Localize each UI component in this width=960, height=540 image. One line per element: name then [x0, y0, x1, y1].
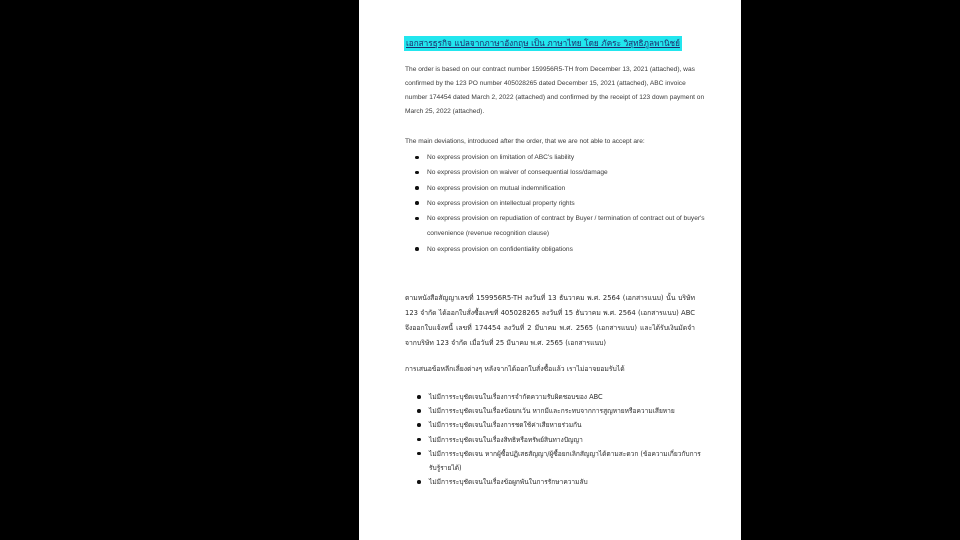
list-item-text: ไม่มีการระบุชัดเจนในเรื่องการชดใช้ค่าเสียหายร่วมกัน [429, 421, 582, 430]
list-item [405, 447, 705, 475]
list-item [405, 211, 705, 242]
list-item [405, 196, 705, 211]
list-item [405, 390, 705, 404]
bullet-icon [417, 395, 421, 399]
document-page [359, 0, 741, 540]
bullet-icon [415, 201, 419, 205]
list-item-text: ไม่มีการระบุชัดเจนในเรื่องข้อยกเว้น หากมีและกระทบจากการสูญหายหรือความเสียหาย [429, 407, 675, 416]
list-item-text: ไม่มีการระบุชัดเจนในเรื่องการจำกัดความรับผิดชอบของ ABC [429, 393, 603, 401]
english-deviation-list [405, 150, 705, 257]
list-item [405, 404, 705, 418]
thai-paragraph: ตามหนังสือสัญญาเลขที่ 159956R5-TH ลงวันที่ 13 ธันวาคม พ.ศ. 2564 (เอกสารแนบ) นั้น บริษัท 123 จำกัด ได้ออกใบสั่งซื้อเลขที่ 405028265 ลงวันที่ 15 ธันวาคม พ.ศ. 2564 (เอกสารแนบ) ABC จึงออกใบแจ้งหนี้ เลขที่ 174454 ลงวันที่ 2 มีนาคม พ.ศ. 2565 (เอกสารแนบ) และได้รับเงินมัดจำจากบริษัท 123 จำกัด เมื่อวันที่ 25 มีนาคม พ.ศ. 2565 (เอกสารแนบ) [405, 294, 695, 347]
list-item-text: No express provision on waiver of consequential loss/damage [427, 169, 608, 177]
list-item [405, 150, 705, 165]
list-item-text: ไม่มีการระบุชัดเจนในเรื่องสิทธิหรือทรัพย์สินทางปัญญา [429, 435, 583, 444]
list-item [405, 433, 705, 447]
bullet-icon [417, 480, 421, 484]
english-list-intro: The main deviations, introduced after the order, that we are not able to accept are: [405, 138, 645, 145]
bullet-icon [415, 247, 419, 251]
english-paragraph: The order is based on our contract number 159956R5-TH from December 13, 2021 (attached), was confirmed by the 123 PO number 405028265 dated December 15, 2021 (attached), ABC invoice number 174454 dated March 2, 2022 (attached) and confirmed by the receipt of 123 down payment on March 25, 2022 (attached). [405, 66, 705, 115]
bullet-icon [415, 171, 419, 175]
list-item-text: No express provision on confidentiality obligations [427, 245, 573, 253]
bullet-icon [415, 156, 419, 160]
bullet-icon [415, 186, 419, 190]
bullet-icon [417, 423, 421, 427]
list-item-text: No express provision on repudiation of contract by Buyer / termination of contract out of buyer's convenience (revenue recognition clause) [427, 215, 705, 238]
thai-deviation-list [405, 390, 705, 489]
bullet-icon [417, 409, 421, 413]
list-item-text: No express provision on limitation of ABC's liability [427, 154, 575, 161]
document-title: เอกสารธุรกิจ แปลจากภาษาอังกฤษ เป็น ภาษาไทย โดย ภัคระ วิสุทธิภูลพานิชย์ [404, 36, 682, 51]
list-item [405, 165, 705, 180]
list-item [405, 242, 705, 257]
list-item [405, 475, 705, 489]
list-item [405, 418, 705, 432]
bullet-icon [415, 217, 419, 221]
list-item [405, 181, 705, 196]
bullet-icon [417, 438, 421, 442]
list-item-text: ไม่มีการระบุชัดเจน หากผู้ซื้อปฏิเสธสัญญา/ผู้ซื้อยกเลิกสัญญาได้ตามสะดวก (ข้อความเกี่ยวกับการรับรู้รายได้) [429, 449, 701, 473]
bullet-icon [417, 452, 421, 456]
thai-list-intro: การเสนอข้อหลีกเลี่ยงต่างๆ หลังจากได้ออกใบสั่งซื้อแล้ว เราไม่อาจยอมรับได้ [405, 365, 625, 373]
list-item-text: No express provision on intellectual property rights [427, 199, 575, 207]
list-item-text: ไม่มีการระบุชัดเจนในเรื่องข้อผูกพันในการรักษาความลับ [429, 478, 588, 487]
list-item-text: No express provision on mutual indemnification [427, 184, 566, 192]
